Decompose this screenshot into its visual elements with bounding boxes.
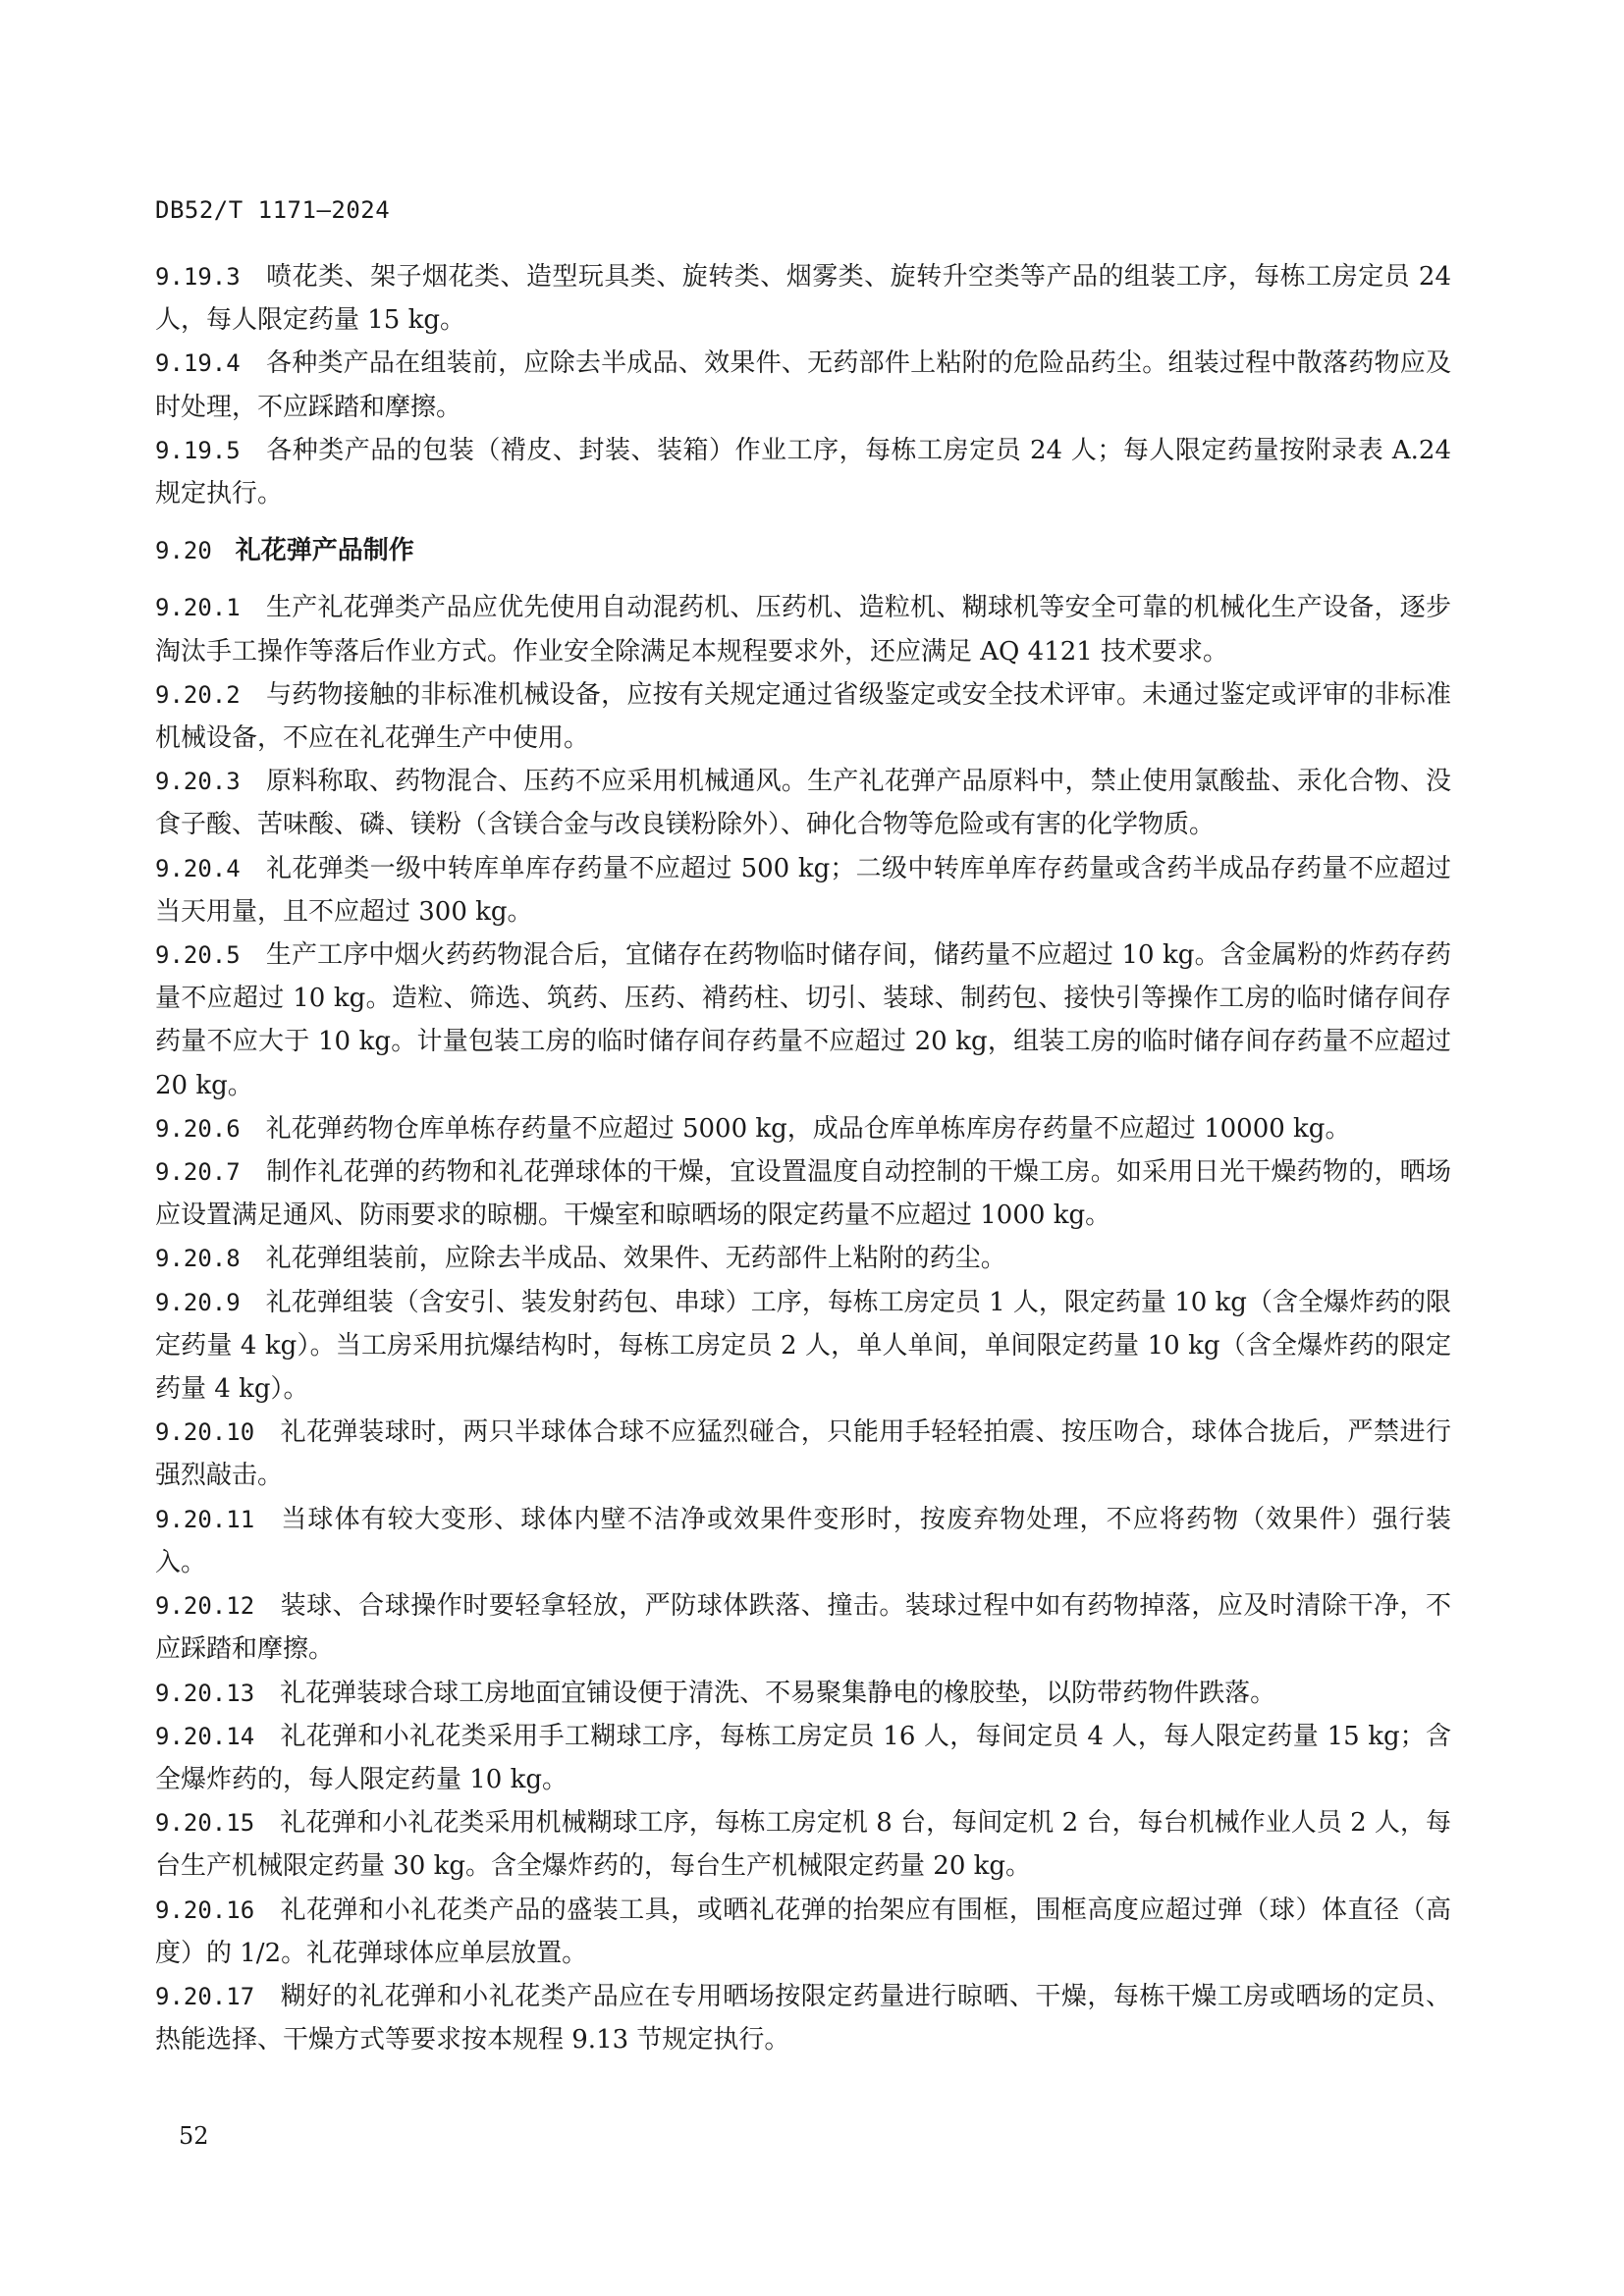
clause-number: 9.20.13 bbox=[155, 1679, 255, 1707]
clause-text: 礼花弹装球合球工房地面宜铺设便于清洗、不易聚集静电的橡胶垫，以防带药物件跌落。 bbox=[280, 1678, 1276, 1708]
clause-number: 9.20.9 bbox=[155, 1288, 241, 1316]
clause-number: 9.20.16 bbox=[155, 1896, 255, 1924]
clause-text: 糊好的礼花弹和小礼花类产品应在专用晒场按限定药量进行晾晒、干燥，每栋干燥工房或晒场的定员、热能选择、干燥方式等要求按本规程 9.13 节规定执行。 bbox=[155, 1981, 1451, 2056]
clause-text: 礼花弹组装前，应除去半成品、效果件、无药部件上粘附的药尘。 bbox=[265, 1244, 1006, 1274]
document-code: DB52/T 1171—2024 bbox=[155, 196, 391, 224]
clause-text: 制作礼花弹的药物和礼花弹球体的干燥，宜设置温度自动控制的干燥工房。如采用日光干燥药物的，晒场应设置满足通风、防雨要求的晾棚。干燥室和晾晒场的限定药量不应超过 1000 kg。 bbox=[155, 1157, 1451, 1231]
clause-number: 9.19.4 bbox=[155, 349, 241, 378]
clause-text: 礼花弹和小礼花类产品的盛装工具，或晒礼花弹的抬架应有围框，围框高度应超过弹（球）体直径（高度）的 1/2。礼花弹球体应单层放置。 bbox=[155, 1895, 1451, 1968]
clause-text: 生产工序中烟火药药物混合后，宜储存在药物临时储存间，储药量不应超过 10 kg。含金属粉的炸药存药量不应超过 10 kg。造粒、筛选、筑药、压药、褙药柱、切引、装球、制药包、接快引等操作工房的临时储存间存药量不应大于 10 kg。计量包装工房的临时储存间存药量不应超过 20 kg，组装工房的临时储存间存药量不应超过 20 kg。 bbox=[155, 940, 1451, 1100]
clause-9-20-3 bbox=[155, 760, 1451, 846]
clause-number: 9.20.3 bbox=[155, 768, 241, 796]
clause-9-20-13 bbox=[155, 1672, 1451, 1715]
clause-9-20-6 bbox=[155, 1107, 1451, 1150]
clause-group-9-19 bbox=[155, 255, 1451, 515]
clause-number: 9.20.14 bbox=[155, 1722, 255, 1750]
clause-text: 礼花弹药物仓库单栋存药量不应超过 5000 kg，成品仓库单栋库房存药量不应超过 10000 kg。 bbox=[265, 1113, 1351, 1144]
clause-9-20-9 bbox=[155, 1281, 1451, 1412]
clause-text: 原料称取、药物混合、压药不应采用机械通风。生产礼花弹产品原料中，禁止使用氯酸盐、汞化合物、没食子酸、苦味酸、磷、镁粉（含镁合金与改良镁粉除外）、砷化合物等危险或有害的化学物质。 bbox=[155, 767, 1451, 840]
section-title: 礼花弹产品制作 bbox=[235, 536, 414, 566]
clause-9-20-1 bbox=[155, 586, 1451, 672]
clause-text: 礼花弹和小礼花类采用机械糊球工序，每栋工房定机 8 台，每间定机 2 台，每台机械作业人员 2 人，每台生产机械限定药量 30 kg。含全爆炸药的，每台生产机械限定药量 20 kg。 bbox=[155, 1808, 1451, 1882]
clause-9-20-14 bbox=[155, 1715, 1451, 1801]
clause-number: 9.20.1 bbox=[155, 594, 241, 622]
clause-text: 生产礼花弹类产品应优先使用自动混药机、压药机、造粒机、糊球机等安全可靠的机械化生产设备，逐步淘汰手工操作等落后作业方式。作业安全除满足本规程要求外，还应满足 AQ 4121 技术要求。 bbox=[155, 593, 1451, 667]
clause-text: 礼花弹和小礼花类采用手工糊球工序，每栋工房定员 16 人，每间定员 4 人，每人限定药量 15 kg；含全爆炸药的，每人限定药量 10 kg。 bbox=[155, 1721, 1451, 1794]
clause-9-19-3 bbox=[155, 255, 1451, 342]
clause-9-19-4 bbox=[155, 342, 1451, 428]
clause-number: 9.20.17 bbox=[155, 1982, 255, 2010]
clause-number: 9.20.12 bbox=[155, 1592, 255, 1621]
clause-9-20-11 bbox=[155, 1498, 1451, 1584]
clause-number: 9.20.10 bbox=[155, 1418, 255, 1447]
clause-9-20-7 bbox=[155, 1150, 1451, 1237]
clause-text: 装球、合球操作时要轻拿轻放，严防球体跌落、撞击。装球过程中如有药物掉落，应及时清除干净，不应踩踏和摩擦。 bbox=[155, 1591, 1451, 1665]
clause-text: 各种类产品在组装前，应除去半成品、效果件、无药部件上粘附的危险品药尘。组装过程中散落药物应及时处理，不应踩踏和摩擦。 bbox=[155, 348, 1451, 422]
document-body bbox=[155, 255, 1451, 2061]
clause-number: 9.19.3 bbox=[155, 263, 241, 291]
section-number: 9.20 bbox=[155, 537, 212, 565]
clause-text: 喷花类、架子烟花类、造型玩具类、旋转类、烟雾类、旋转升空类等产品的组装工序，每栋工房定员 24 人，每人限定药量 15 kg。 bbox=[155, 262, 1451, 336]
clause-9-20-8 bbox=[155, 1237, 1451, 1280]
page-number: 52 bbox=[179, 2122, 209, 2150]
clause-9-20-12 bbox=[155, 1584, 1451, 1671]
clause-9-20-2 bbox=[155, 673, 1451, 760]
clause-text: 礼花弹类一级中转库单库存药量不应超过 500 kg；二级中转库单库存药量或含药半成品存药量不应超过当天用量，且不应超过 300 kg。 bbox=[155, 853, 1451, 927]
clause-text: 礼花弹装球时，两只半球体合球不应猛烈碰合，只能用手轻轻拍震、按压吻合，球体合拢后，严禁进行强烈敲击。 bbox=[155, 1417, 1451, 1491]
clause-9-20-15 bbox=[155, 1801, 1451, 1888]
clause-9-20-17 bbox=[155, 1975, 1451, 2061]
clause-9-20-4 bbox=[155, 847, 1451, 934]
clause-number: 9.20.8 bbox=[155, 1245, 241, 1273]
clause-text: 各种类产品的包装（褙皮、封装、装箱）作业工序，每栋工房定员 24 人；每人限定药量按附录表 A.24 规定执行。 bbox=[155, 435, 1451, 509]
clause-number: 9.19.5 bbox=[155, 436, 241, 464]
clause-text: 与药物接触的非标准机械设备，应按有关规定通过省级鉴定或安全技术评审。未通过鉴定或评审的非标准机械设备，不应在礼花弹生产中使用。 bbox=[155, 679, 1451, 754]
clause-9-20-5 bbox=[155, 934, 1451, 1107]
clause-number: 9.20.6 bbox=[155, 1114, 241, 1143]
clause-number: 9.20.2 bbox=[155, 680, 241, 709]
clause-9-20-16 bbox=[155, 1889, 1451, 1975]
clause-number: 9.20.11 bbox=[155, 1505, 255, 1533]
clause-group-9-20 bbox=[155, 586, 1451, 2061]
clause-number: 9.20.15 bbox=[155, 1809, 255, 1838]
section-heading-9-20 bbox=[155, 529, 1451, 572]
clause-9-19-5 bbox=[155, 429, 1451, 515]
clause-9-20-10 bbox=[155, 1411, 1451, 1497]
clause-text: 礼花弹组装（含安引、装发射药包、串球）工序，每栋工房定员 1 人，限定药量 10 kg（含全爆炸药的限定药量 4 kg）。当工房采用抗爆结构时，每栋工房定员 2 人，单人单间，单间限定药量 10 kg（含全爆炸药的限定药量 4 kg）。 bbox=[155, 1287, 1451, 1405]
clause-number: 9.20.4 bbox=[155, 854, 241, 882]
clause-text: 当球体有较大变形、球体内壁不洁净或效果件变形时，按废弃物处理，不应将药物（效果件）强行装入。 bbox=[155, 1504, 1451, 1577]
clause-number: 9.20.5 bbox=[155, 941, 241, 970]
clause-number: 9.20.7 bbox=[155, 1158, 241, 1187]
